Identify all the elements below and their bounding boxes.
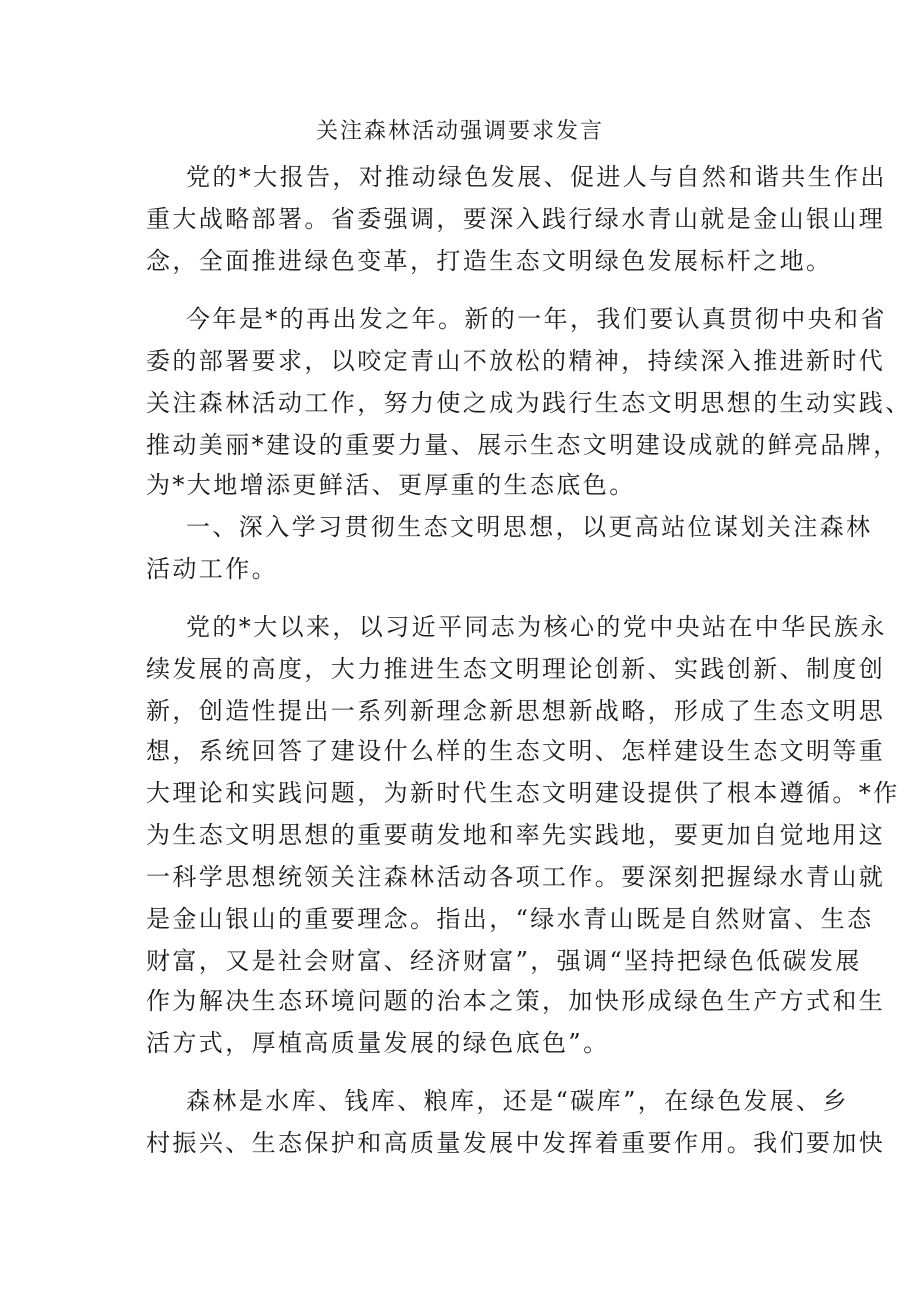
document-title: 关注森林活动强调要求发言 [315,119,604,144]
text-line: 新，创造性提出一系列新理念新思想新战略，形成了生态文明思 [146,697,886,725]
text-line: 活方式，厚植高质量发展的绿色底色”。 [146,1029,610,1057]
text-line: 一科学思想统领关注森林活动各项工作。要深刻把握绿水青山就 [146,863,886,891]
text-line: 财富，又是社会财富、经济财富”，强调“坚持把绿色低碳发展 [146,947,862,975]
text-line: 是金山银山的重要理念。指出，“绿水青山既是自然财富、生态 [146,905,874,933]
text-line: 村振兴、生态保护和高质量发展中发挥着重要作用。我们要加快 [146,1129,886,1157]
text-line: 今年是*的再出发之年。新的一年，我们要认真贯彻中央和省 [186,305,887,333]
text-line: 念，全面推进绿色变革，打造生态文明绿色发展标杆之地。 [146,247,833,275]
text-line: 大理论和实践问题，为新时代生态文明建设提供了根本遵循。*作 [146,779,900,807]
text-line: 续发展的高度，大力推进生态文明理论创新、实践创新、制度创 [146,655,886,683]
text-line: 党的*大报告，对推动绿色发展、促进人与自然和谐共生作出 [186,163,887,191]
text-line: 党的*大以来，以习近平同志为核心的党中央站在中华民族永 [186,613,887,641]
text-line: 推动美丽*建设的重要力量、展示生态文明建设成就的鲜亮品牌， [146,431,900,459]
section-heading: 活动工作。 [146,555,278,583]
text-line: 关注森林活动工作，努力使之成为践行生态文明思想的生动实践、 [146,389,912,417]
text-line: 为生态文明思想的重要萌发地和率先实践地，要更加自觉地用这 [146,821,886,849]
section-heading: 一、深入学习贯彻生态文明思想，以更高站位谋划关注森林 [186,513,873,541]
text-line: 森林是水库、钱库、粮库，还是“碳库”，在绿色发展、乡 [186,1087,849,1115]
text-line: 委的部署要求，以咬定青山不放松的精神，持续深入推进新时代 [146,347,886,375]
text-line: 想，系统回答了建设什么样的生态文明、怎样建设生态文明等重 [146,737,886,765]
text-line: 为*大地增添更鲜活、更厚重的生态底色。 [146,471,636,499]
text-line: 作为解决生态环境问题的治本之策，加快形成绿色生产方式和生 [146,987,886,1015]
text-line: 重大战略部署。省委强调，要深入践行绿水青山就是金山银山理 [146,205,886,233]
